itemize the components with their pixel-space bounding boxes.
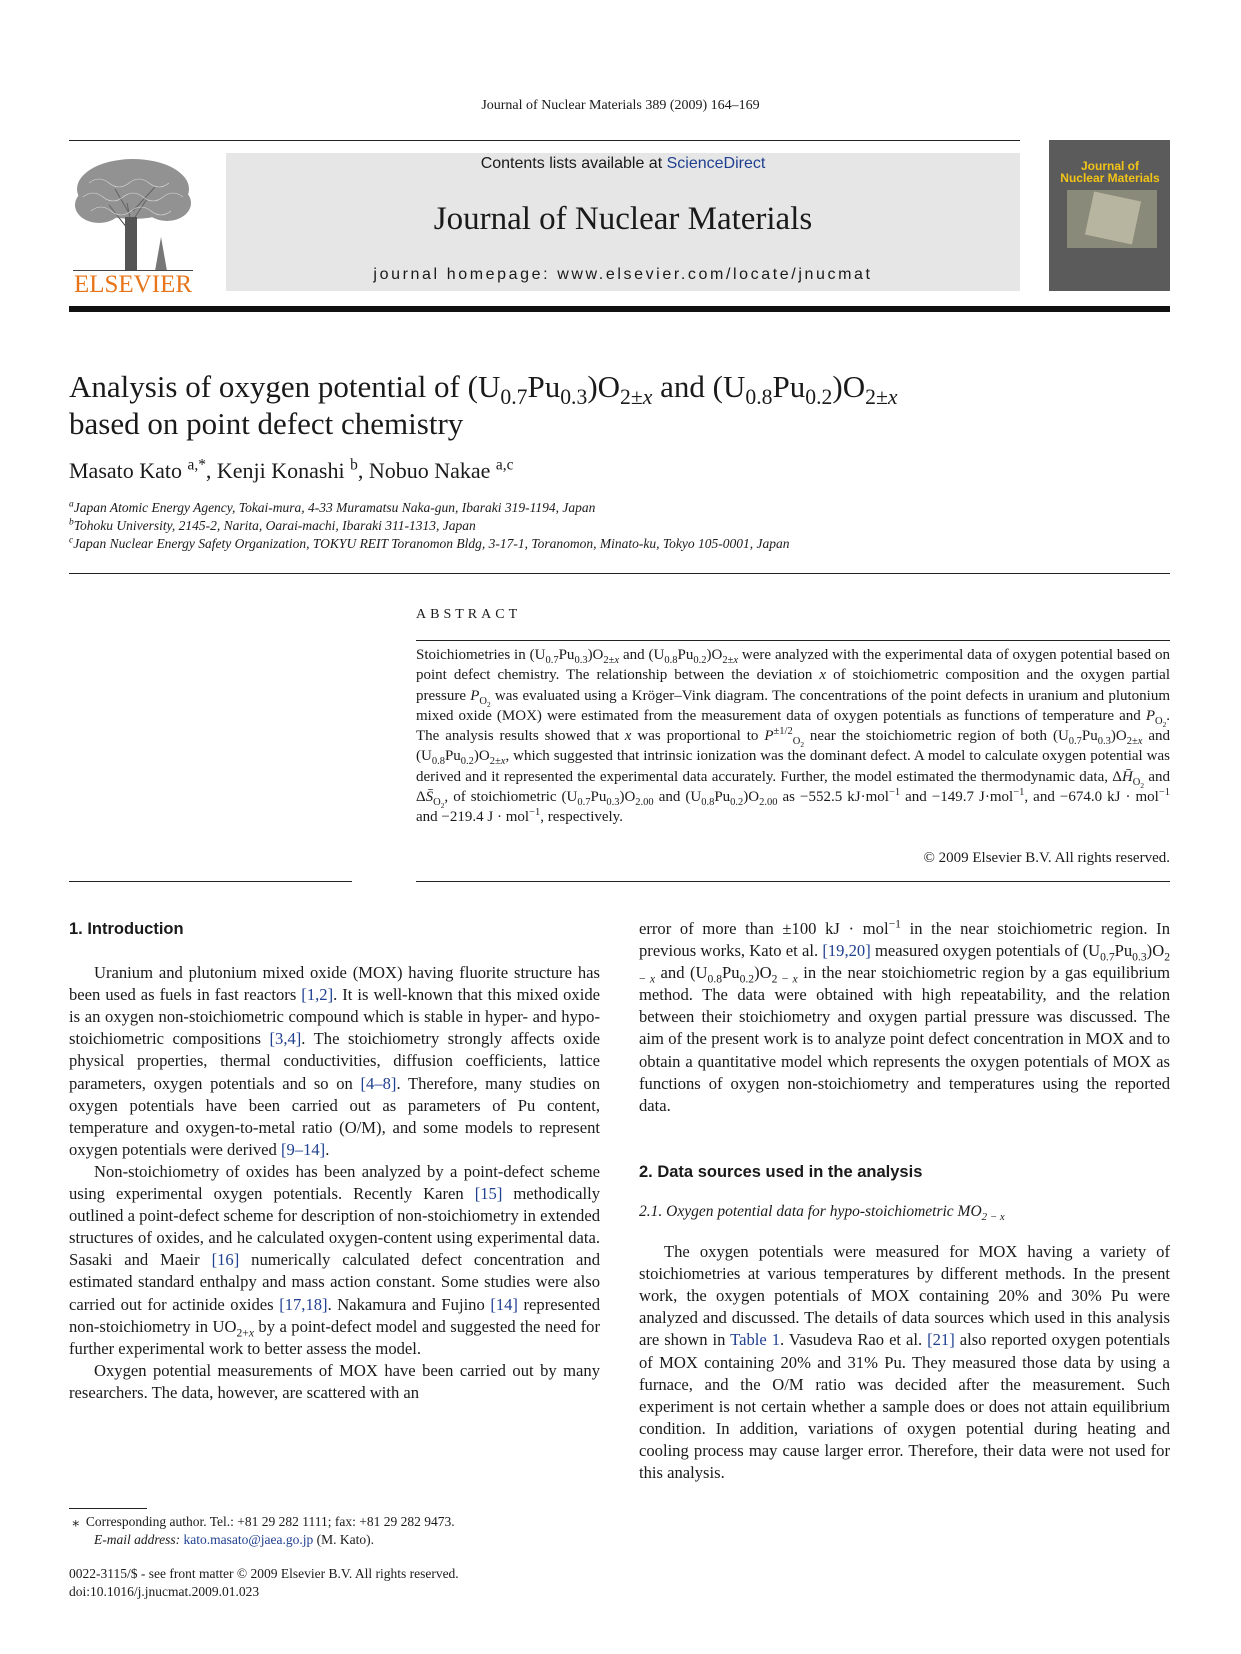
journal-homepage[interactable]: journal homepage: www.elsevier.com/locate/jnucmat [373, 266, 873, 283]
elsevier-logo[interactable] [69, 153, 197, 298]
body-column-left [69, 918, 600, 1404]
affiliation-text: Tohoku University, 2145-2, Narita, Oarai-machi, Ibaraki 311-1313, Japan [73, 518, 476, 533]
footnote-mark: ⁎ [69, 1514, 86, 1529]
contents-prefix: Contents lists available at [480, 155, 663, 172]
cover-title-line1: Journal of [1080, 159, 1139, 173]
contents-line [226, 155, 1020, 173]
body-paragraph: The oxygen potentials were measured for MOX having a variety of stoichiometries at various temperatures by different methods. In the present work, the oxygen potentials of MOX containing 20% and 30% Pu were analyzed and discussed. The details of data sources which used in this analysis are shown in Table 1. Vasudeva Rao et al. [21] also reported oxygen potentials of MOX containing 20% and 31% Pu. They measured those data by using a furnace, and the O/M ratio was decided after the measurement. Such experiment is not certain whether a sample does or does not attain equilibrium condition. In addition, variations of oxygen potential during heating and cooling process may cause larger error. Therefore, their data were not used for this analysis. [639, 1242, 1171, 1482]
footnote-rule [69, 1508, 147, 1509]
affiliation-text: Japan Atomic Energy Agency, Tokai-mura, 4-33 Muramatsu Naka-gun, Ibaraki 319-1194, Japan [73, 500, 596, 515]
email-link[interactable]: kato.masato@jaea.go.jp [183, 1532, 314, 1547]
citation-link[interactable]: [9–14] [280, 1139, 326, 1159]
cover-title-line2: Nuclear Materials [1060, 171, 1160, 185]
abstract-rule [416, 640, 1170, 641]
title-line2: based on point defect chemistry [69, 406, 464, 441]
citation-link[interactable]: [17,18] [279, 1294, 328, 1314]
author-affiliation-mark: a,c [495, 456, 514, 474]
affiliation-mark: b [69, 517, 74, 528]
doi-line[interactable]: doi:10.1016/j.jnucmat.2009.01.023 [69, 1584, 260, 1599]
email-label: E-mail address: [94, 1532, 181, 1547]
section-heading: 1. Introduction [69, 920, 184, 938]
masthead-rule [69, 306, 1170, 312]
header-divider [69, 573, 1170, 574]
journal-name[interactable]: Journal of Nuclear Materials [433, 201, 813, 237]
abstract-heading: ABSTRACT [416, 607, 522, 622]
abstract-rule-left [69, 881, 352, 882]
abstract-rule-right [416, 881, 1170, 882]
author-list: Masato Kato $^{a,*}$, Kenji Konashi $^b$, Nobuo Nakae $^{a,c}$ [69, 456, 514, 483]
sciencedirect-link[interactable]: ScienceDirect [666, 155, 766, 172]
author-name[interactable]: Masato Kato [69, 458, 183, 483]
section-heading: 2. Data sources used in the analysis [639, 1162, 923, 1181]
body-paragraph: error of more than ±100 kJ · mol$^{-1}$ in the near stoichiometric region. In previous works, Kato et al. [19,20] measured oxygen potentials of $(U_{0.7}Pu_{0.3})O_{2 - x}$ and $(U_{0.8}Pu_{0.2})O_{2 - x}$ in the near stoichiometric region by a gas equilibrium method. The data were obtained with high repeatability, and the relation between their stoichiometry and oxygen partial pressure was discussed. The aim of the present work is to analyze point defect concentration in MOX and to obtain a quantitative model which represents the oxygen potentials of MOX as functions of oxygen non-stoichiometry and temperatures using the reported data. [639, 917, 1171, 1115]
citation-link[interactable]: [21] [927, 1330, 955, 1350]
author-name[interactable]: Kenji Konashi [216, 458, 345, 483]
citation-link[interactable]: [14] [490, 1294, 518, 1314]
subsection-heading: 2.1. Oxygen potential data for hypo-stoichiometric $MO_{2 - x}$ [639, 1202, 1005, 1224]
table-link[interactable]: Table 1 [730, 1330, 780, 1350]
citation-link[interactable]: [19,20] [822, 941, 871, 961]
journal-cover-thumbnail[interactable] [1049, 140, 1170, 291]
email-suffix: (M. Kato). [316, 1532, 375, 1547]
top-rule [69, 140, 1020, 141]
abstract-copyright: © 2009 Elsevier B.V. All rights reserved. [923, 850, 1170, 866]
body-paragraph: Oxygen potential measurements of MOX have been carried out by many researchers. The data, however, are scattered with an [69, 1360, 600, 1402]
elsevier-wordmark: ELSEVIER [73, 271, 193, 298]
journal-banner [226, 153, 1020, 291]
affiliation [69, 518, 476, 534]
author-affiliation-mark: a,* [187, 456, 206, 474]
body-paragraph: Non-stoichiometry of oxides has been analyzed by a point-defect scheme using experimental oxygen potentials. Recently Karen [15] methodically outlined a point-defect scheme for description of non-stoichiometry in extended structures of oxides, and he calculated oxygen-content using experimental data. Sasaki and Maeir [16] numerically calculated defect concentration and estimated standard enthalpy and mass action constant. Some studies were also carried out for actinide oxides [17,18]. Nakamura and Fujino [14] represented non-stoichiometry in $UO_{2+x}$ by a point-defect model and suggested the need for further experimental work to better assess the model. [69, 1161, 601, 1358]
author-name[interactable]: Nobuo Nakae [368, 458, 491, 483]
elsevier-tree-icon [69, 153, 197, 271]
affiliation [69, 500, 595, 516]
abstract-body: Stoichiometries in $(U_{0.7}Pu_{0.3})O_{2\pm x}$ and $(U_{0.8}Pu_{0.2})O_{2\pm x}$ were analyzed with the experimental data of oxygen potential based on point defect chemistry. The relationship between the deviation x of stoichiometric composition and the oxygen partial pressure $P_{O_2}$ was evaluated using a Kröger–Vink diagram. The concentrations of the point defects in uranium and plutonium mixed oxide (MOX) were estimated from the measurement data of oxygen potentials as functions of temperature and $P_{O_2}$. The analysis results showed that x was proportional to $P^{\pm 1/2}_{O_2}$ near the stoichiometric region of both $(U_{0.7}Pu_{0.3})O_{2\pm x}$ and $(U_{0.8}Pu_{0.2})O_{2\pm x}$, which suggested that intrinsic ionization was the dominant defect. A model to calculate oxygen potential was derived and it represented the experimental data accurately. Further, the model estimated the thermodynamic data, $\Delta H̄_{O_2}$ and $\Delta S̄_{O_2}$, of stoichiometric $(U_{0.7}Pu_{0.3})O_{2.00}$ and $(U_{0.8}Pu_{0.2})O_{2.00}$ as −552.5 kJ·mol$^{-1}$ and −149.7 J·mol$^{-1}$, and −674.0 kJ · mol$^{-1}$ and −219.4 J · mol$^{-1}$, respectively. [416, 647, 1170, 826]
citation-link[interactable]: [16] [211, 1250, 240, 1270]
title-part: Analysis of oxygen potential of (U [69, 369, 501, 404]
front-matter [69, 1565, 459, 1601]
body-paragraph: Uranium and plutonium mixed oxide (MOX) having fluorite structure has been used as fuels in fast reactors [1,2]. It is well-known that this mixed oxide is an oxygen non-stoichiometric compound which is stable in hyper- and hypo-stoichiometric compositions [3,4]. The stoichiometry strongly affects oxide physical properties, thermal conductivities, diffusion coefficients, lattice parameters, oxygen potentials and so on [4–8]. Therefore, many studies on oxygen potentials have been carried out as parameters of Pu content, temperature and oxygen-to-metal ratio (O/M), and some models to represent oxygen potentials were derived [9–14]. [69, 963, 601, 1159]
body-column-right [639, 918, 1170, 1484]
running-head: Journal of Nuclear Materials 389 (2009) 164–169 [481, 98, 760, 113]
corresponding-author-note: Corresponding author. Tel.: +81 29 282 1111; fax: +81 29 282 9473. [85, 1514, 455, 1529]
affiliation-mark: c [69, 535, 74, 546]
affiliation [69, 536, 789, 552]
citation-link[interactable]: [4–8] [360, 1073, 397, 1093]
citation-link[interactable]: [15] [474, 1184, 503, 1204]
issn-line: 0022-3115/$ - see front matter © 2009 Elsevier B.V. All rights reserved. [69, 1566, 459, 1581]
cover-title [1055, 160, 1165, 184]
citation-link[interactable]: [1,2] [301, 985, 334, 1005]
citation-link[interactable]: [3,4] [269, 1029, 302, 1049]
subsection-heading-text: 2.1. Oxygen potential data for hypo-stoichiometric MO [639, 1202, 982, 1220]
article-title: Analysis of oxygen potential of $(U_{0.7}Pu_{0.3})O_{2\pm x}$ and $(U_{0.8}Pu_{0.2})O_{2\pm x}$ based on point defect chemistry [69, 369, 898, 441]
author-affiliation-mark: b [350, 456, 358, 474]
affiliation-text: Japan Nuclear Energy Safety Organization, TOKYU REIT Toranomon Bldg, 3-17-1, Toranomon, Minato-ku, Tokyo 105-0001, Japan [73, 536, 790, 551]
footnote [69, 1513, 455, 1549]
affiliation-mark: a [69, 499, 74, 510]
